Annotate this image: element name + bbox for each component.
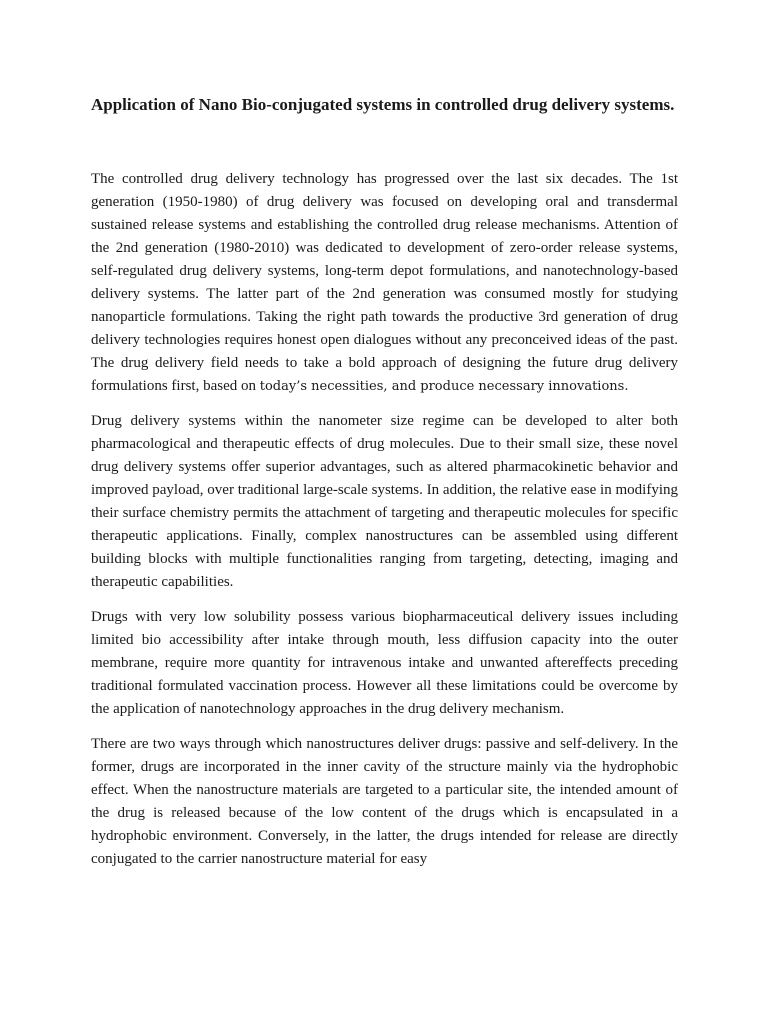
paragraph-1-tail: today’s necessities, and produce necessary innovations. [259,379,629,394]
paragraph-4: There are two ways through which nanostructures deliver drugs: passive and self-delivery. In the former, drugs are incorporated in the inner cavity of the structure mainly via the hydrophobic effect. When the nanostructure materials are targeted to a particular site, the intended amount of the drug is released because of the low content of the drugs which is encapsulated in a hydrophobic environment. Conversely, in the latter, the drugs intended for release are directly conjugated to the carrier nanostructure material for easy [91,736,678,867]
document-title: Application of Nano Bio-conjugated systems in controlled drug delivery systems. [91,95,675,114]
document-body [91,93,678,871]
paragraph-3: Drugs with very low solubility possess various biopharmaceutical delivery issues including limited bio accessibility after intake through mouth, less diffusion capacity into the outer membrane, require more quantity for intravenous intake and unwanted aftereffects preceding traditional formulated vaccination process. However all these limitations could be overcome by the application of nanotechnology approaches in the drug delivery mechanism. [91,609,678,717]
paragraph-1-text: The controlled drug delivery technology has progressed over the last six decades. The 1st generation (1950-1980) of drug delivery was focused on developing oral and transdermal sustained release systems and establishing the controlled drug release mechanisms. Attention of the 2nd generation (1980-2010) was dedicated to development of zero-order release systems, self-regulated drug delivery systems, long-term depot formulations, and nanotechnology-based delivery systems. The latter part of the 2nd generation was consumed mostly for studying nanoparticle formulations. Taking the right path towards the productive 3rd generation of drug delivery technologies requires honest open dialogues without any preconceived ideas of the past. The drug delivery field needs to take a bold approach of designing the future drug delivery formulations first, based on [91,171,678,394]
paragraph-1 [91,168,678,398]
paragraph-2: Drug delivery systems within the nanometer size regime can be developed to alter both pharmacological and therapeutic effects of drug molecules. Due to their small size, these novel drug delivery systems offer superior advantages, such as altered pharmacokinetic behavior and improved payload, over traditional large-scale systems. In addition, the relative ease in modifying their surface chemistry permits the attachment of targeting and therapeutic molecules for specific therapeutic applications. Finally, complex nanostructures can be assembled using different building blocks with multiple functionalities ranging from targeting, detecting, imaging and therapeutic capabilities. [91,413,678,590]
